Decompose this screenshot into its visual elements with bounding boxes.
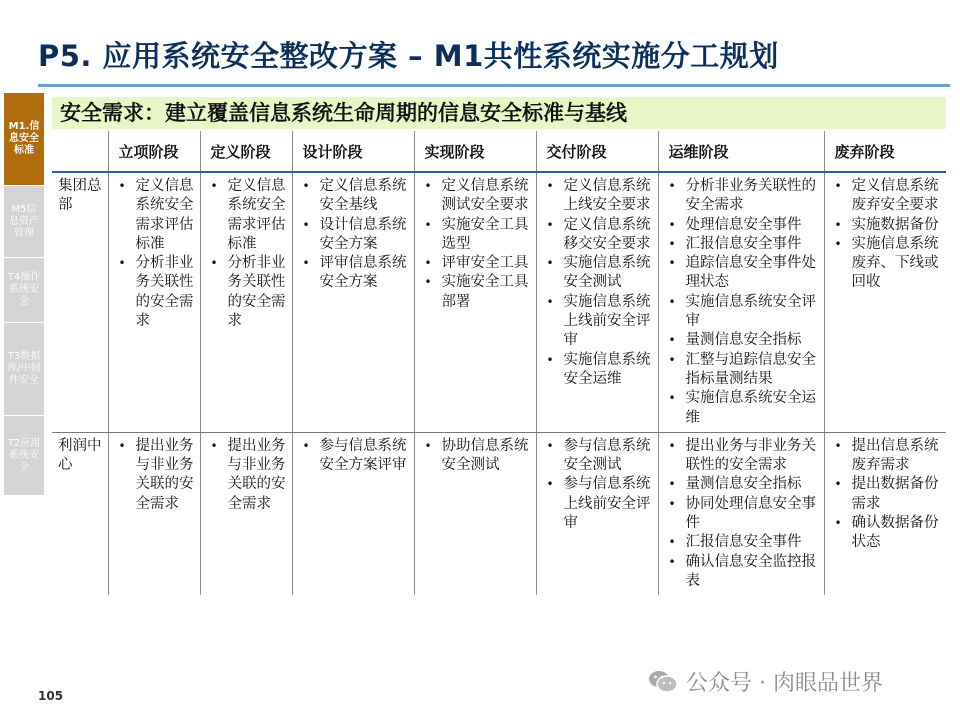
table-row [52,432,946,595]
sidebar-item-m5[interactable] [4,186,44,258]
table-cell [414,172,536,432]
bullet-item: • 定义信息系统废弃安全要求 [831,177,943,216]
section-sidebar [4,93,44,496]
bullet-item: • 量测信息安全指标 [665,475,820,494]
org-label: 集团总部 [52,172,108,432]
page-number: 105 [38,689,64,703]
header-cell: 废弃阶段 [824,131,946,172]
bullet-item: • 实施数据备份 [831,216,943,235]
bullet-item: • 分析非业务关联性的安全需求 [665,177,820,216]
bullet-item: • 量测信息安全指标 [665,331,820,350]
bullet-item: • 协助信息系统安全测试 [421,437,532,476]
table-cell [292,172,414,432]
header-cell [52,131,108,172]
phase-table [52,131,946,595]
sidebar-item-label: T2应用系统安全 [7,437,41,473]
table-cell [658,432,824,595]
bullet-item: • 定义信息系统安全需求评估标准 [207,177,288,254]
bullet-item: • 实施信息系统安全测试 [543,254,654,293]
wechat-icon [648,669,678,695]
sidebar-item-label: T3数据库/中间件安全 [7,351,41,386]
watermark [648,666,883,697]
bullet-item: • 定义信息系统安全基线 [299,177,410,216]
table-cell [200,172,292,432]
bullet-item: • 提出业务与非业务关联性的安全需求 [665,437,820,476]
table-cell [200,432,292,595]
table-row [52,172,946,432]
sidebar-item-label: T4操作系统安全 [7,272,41,307]
bullet-item: • 实施信息系统安全运维 [665,389,820,428]
bullet-item: • 提出业务与非业务关联的安全需求 [115,437,196,514]
bullet-item: • 汇整与追踪信息安全指标量测结果 [665,351,820,390]
sidebar-item-label: M1.信息安全标准 [8,121,40,156]
bullet-item: • 实施安全工具选型 [421,216,532,255]
table-cell [824,432,946,595]
header-cell: 交付阶段 [536,131,658,172]
bullet-item: • 定义信息系统安全需求评估标准 [115,177,196,254]
sidebar-item-t4[interactable] [4,258,44,323]
bullet-item: • 汇报信息安全事件 [665,533,820,552]
bullet-item: • 提出业务与非业务关联的安全需求 [207,437,288,514]
bullet-item: • 参与信息系统上线前安全评审 [543,475,654,533]
header-cell: 实现阶段 [414,131,536,172]
bullet-item: • 参与信息系统安全方案评审 [299,437,410,476]
table-cell [658,172,824,432]
bullet-item: • 评审信息系统安全方案 [299,254,410,293]
page-title: P5. 应用系统安全整改方案 – M1共性系统实施分工规划 [38,39,779,73]
title-underline [38,84,950,87]
bullet-item: • 设计信息系统安全方案 [299,216,410,255]
bullet-item: • 提出信息系统废弃需求 [831,437,943,476]
header-cell: 定义阶段 [200,131,292,172]
bullet-item: • 定义信息系统测试安全要求 [421,177,532,216]
bullet-item: • 确认数据备份状态 [831,514,943,553]
bullet-item: • 定义信息系统上线安全要求 [543,177,654,216]
table-cell [108,432,200,595]
header-cell: 设计阶段 [292,131,414,172]
org-label: 利润中心 [58,437,102,474]
sidebar-item-t3[interactable] [4,323,44,416]
bullet-item: • 实施信息系统安全运维 [543,351,654,390]
bullet-item: • 定义信息系统移交安全要求 [543,216,654,255]
bullet-item: • 实施信息系统上线前安全评审 [543,293,654,351]
bullet-item: • 提出数据备份需求 [831,475,943,514]
table-cell [414,432,536,595]
bullet-item: • 汇报信息安全事件 [665,235,820,254]
requirement-banner: 安全需求：建立覆盖信息系统生命周期的信息安全标准与基线 [52,97,946,129]
bullet-item: • 分析非业务关联性的安全需求 [207,254,288,331]
bullet-item: • 分析非业务关联性的安全需求 [115,254,196,331]
bullet-item: • 参与信息系统安全测试 [543,437,654,476]
watermark-text: 公众号 · 肉眼品世界 [686,671,883,696]
bullet-item: • 处理信息安全事件 [665,216,820,235]
bullet-item: • 追踪信息安全事件处理状态 [665,254,820,293]
table-cell [536,172,658,432]
sidebar-item-label: M5信息资产管理 [9,203,39,239]
header-cell: 立项阶段 [108,131,200,172]
bullet-item: • 确认信息安全监控报表 [665,553,820,592]
bullet-item: • 协同处理信息安全事件 [665,495,820,534]
table-cell [536,432,658,595]
bullet-item: • 实施安全工具部署 [421,273,532,312]
table-cell [292,432,414,595]
header-cell: 运维阶段 [658,131,824,172]
table-cell [108,172,200,432]
table-header-row [52,131,946,172]
bullet-item: • 评审安全工具 [421,254,532,273]
table-cell [824,172,946,432]
sidebar-item-m1[interactable] [4,93,44,186]
bullet-item: • 实施信息系统废弃、下线或回收 [831,235,943,293]
sidebar-item-t2[interactable] [4,416,44,496]
bullet-item: • 实施信息系统安全评审 [665,293,820,332]
